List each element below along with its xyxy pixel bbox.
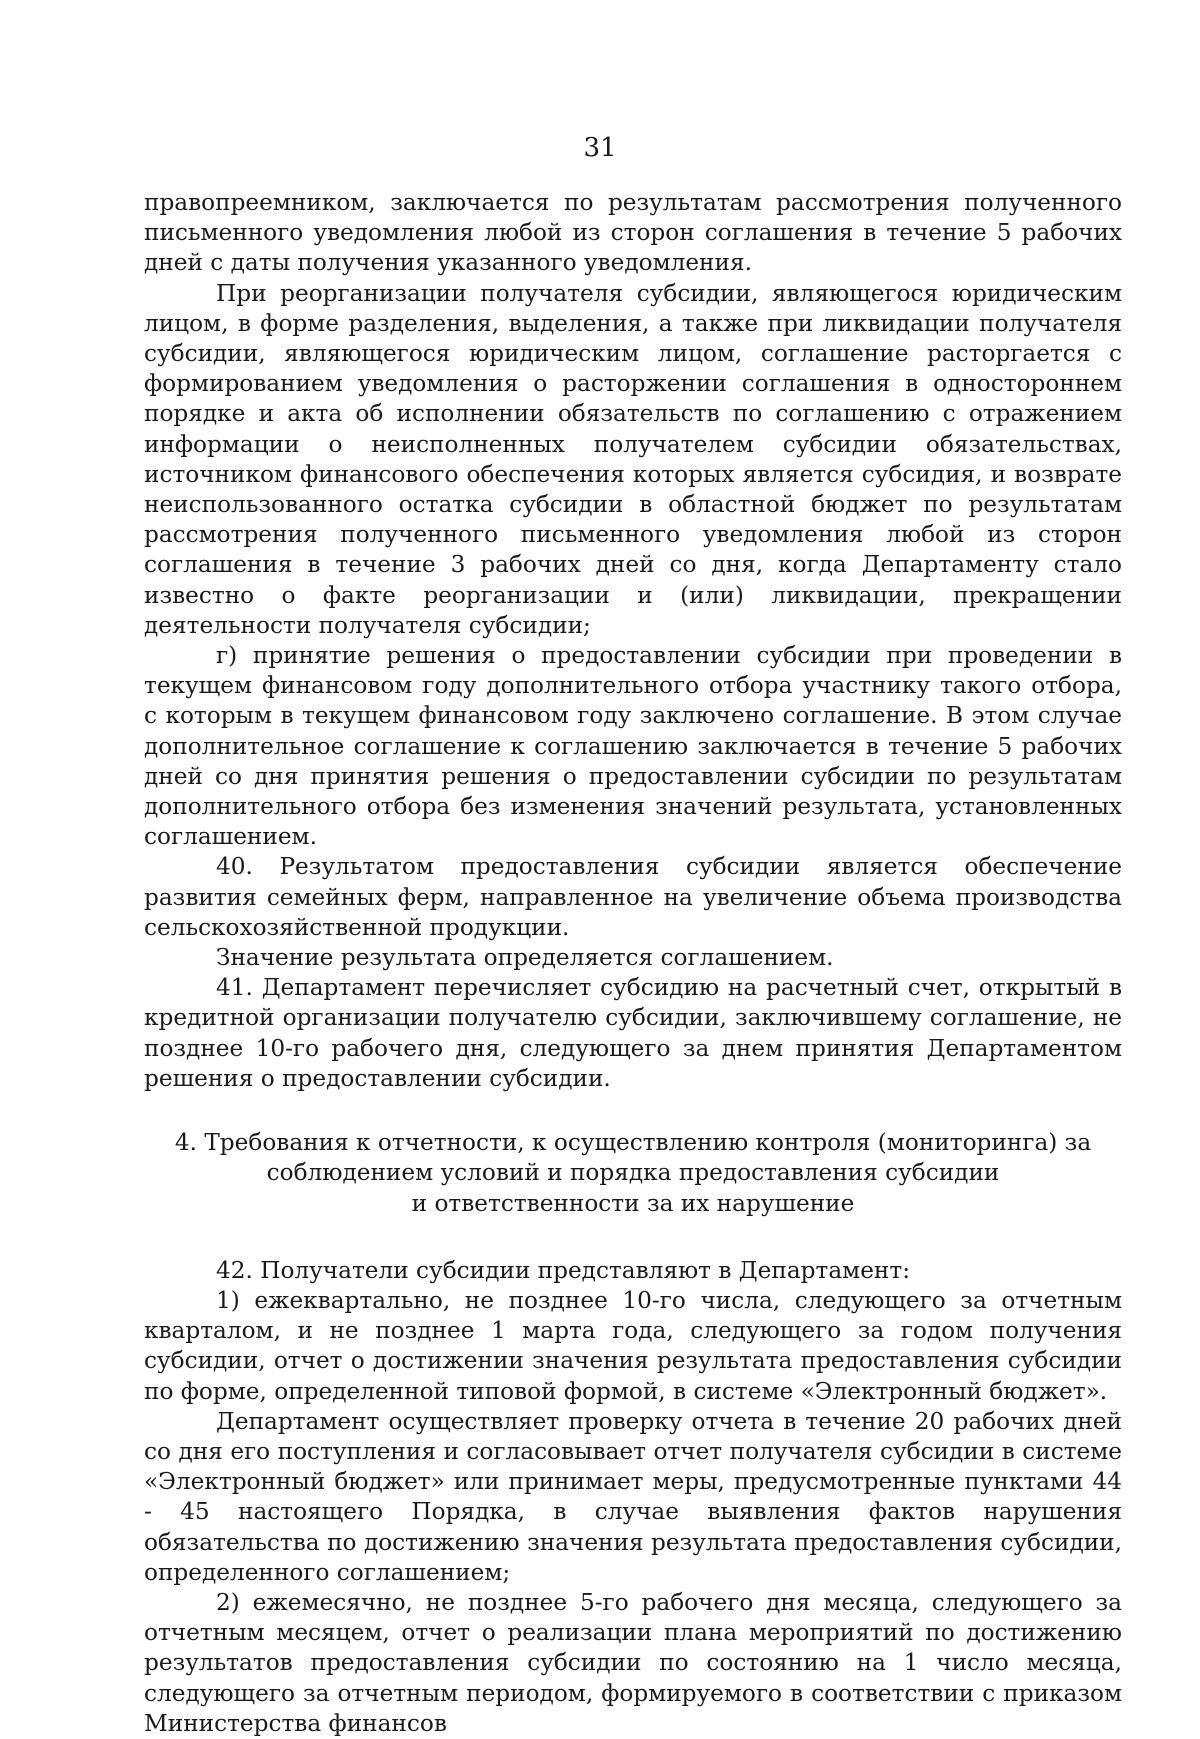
paragraph-40: 40. Результатом предоставления субсидии является обеспечение развития семейных ферм, направленное на увеличение объема производства сельскохозяйственной продукции.	[144, 853, 1122, 941]
section-heading	[144, 1128, 1122, 1219]
paragraph-reorganization: При реорганизации получателя субсидии, являющегося юридическим лицом, в форме разделения, выделения, а также при ликвидации получателя субсидии, являющегося юридическим лицом, соглашение расторгается с формированием уведомления о расторжении соглашения в одностороннем порядке и акта об исполнении обязательств по соглашению с отражением информации о неисполненных получателем субсидии обязательствах, источником финансового обеспечения которых является субсидия, и возврате неиспользованного остатка субсидии в областной бюджет по результатам рассмотрения полученного письменного уведомления любой из сторон соглашения в течение 3 рабочих дней со дня, когда Департаменту стало известно о факте реорганизации и (или) ликвидации, прекращении деятельности получателя субсидии;	[144, 279, 1122, 639]
section-heading-line: 4. Требования к отчетности, к осуществлению контроля (мониторинга) за	[174, 1129, 1092, 1157]
paragraph-42-item-2: 2) ежемесячно, не позднее 5-го рабочего дня месяца, следующего за отчетным месяцем, отчет о реализации плана мероприятий по достижению результатов предоставления субсидии по состоянию на 1 число месяца, следующего за отчетным периодом, формируемого в соответствии с приказом Министерства финансов	[144, 1588, 1122, 1737]
paragraph-result-value: Значение результата определяется соглашением.	[216, 944, 834, 972]
section-heading-line: соблюдением условий и порядка предоставления субсидии	[266, 1159, 1000, 1187]
page-number: 31	[583, 133, 617, 163]
document-body	[144, 188, 1122, 1739]
section-heading-line: и ответственности за их нарушение	[411, 1189, 855, 1217]
paragraph-41: 41. Департамент перечисляет субсидию на расчетный счет, открытый в кредитной организации получателю субсидии, заключившему соглашение, не позднее 10-го рабочего дня, следующего за днем принятия Департаментом решения о предоставлении субсидии.	[144, 974, 1122, 1092]
paragraph-item-g: г) принятие решения о предоставлении субсидии при проведении в текущем финансовом году дополнительного отбора участнику такого отбора, с которым в текущем финансовом году заключено соглашение. В этом случае дополнительное соглашение к соглашению заключается в течение 5 рабочих дней со дня принятия решения о предоставлении субсидии по результатам дополнительного отбора без изменения значений результата, установленных соглашением.	[144, 642, 1122, 851]
paragraph-42-item-1: 1) ежеквартально, не позднее 10-го числа, следующего за отчетным кварталом, и не позднее 1 марта года, следующего за годом получения субсидии, отчет о достижении значения результата предоставления субсидии по форме, определенной типовой формой, в системе «Электронный бюджет».	[144, 1286, 1122, 1405]
paragraph-report-check: Департамент осуществляет проверку отчета в течение 20 рабочих дней со дня его поступления и согласовывает отчет получателя субсидии в системе «Электронный бюджет» или принимает меры, предусмотренные пунктами 44 - 45 настоящего Порядка, в случае выявления фактов нарушения обязательства по достижению значения результата предоставления субсидии, определенного соглашением;	[144, 1407, 1122, 1586]
paragraph-42: 42. Получатели субсидии представляют в Департамент:	[216, 1256, 911, 1284]
paragraph-continuation: правопреемником, заключается по результатам рассмотрения полученного письменного уведомления любой из сторон соглашения в течение 5 рабочих дней с даты получения указанного уведомления.	[144, 189, 1122, 277]
